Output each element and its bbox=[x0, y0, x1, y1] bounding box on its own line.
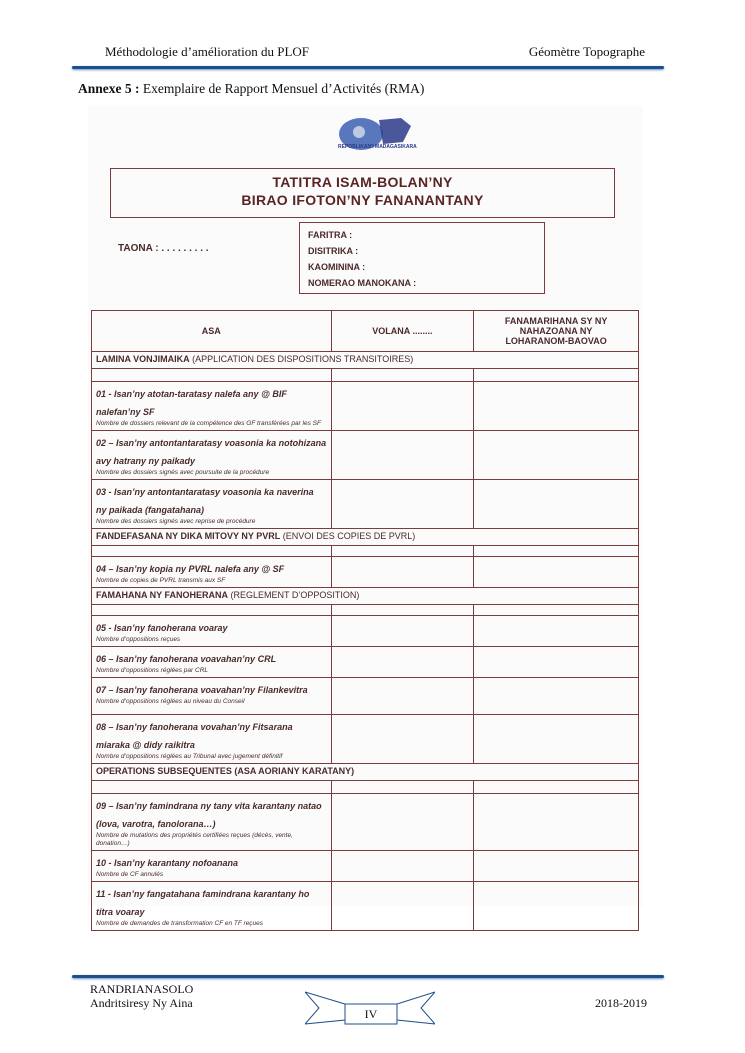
row-title: 09 – Isan’ny famindrana ny tany vita karantany natao (lova, varotra, fanolorana…) bbox=[96, 801, 322, 829]
row-note-cell bbox=[474, 851, 639, 882]
section-header bbox=[92, 588, 639, 605]
year-field: TAONA : . . . . . . . . . bbox=[118, 243, 209, 254]
header-role: Géomètre Topographe bbox=[528, 44, 645, 59]
row-title: 07 – Isan’ny fanoherana voavahan’ny Filankevitra bbox=[96, 685, 308, 695]
table-row bbox=[92, 678, 639, 715]
row-subtitle: Nombre des dossiers signés avec poursuite de la procédure bbox=[96, 469, 270, 476]
row-value-cell bbox=[331, 431, 474, 480]
section-header bbox=[92, 352, 639, 369]
row-note-cell bbox=[474, 794, 639, 851]
form-title-box bbox=[110, 168, 615, 218]
table-row bbox=[92, 431, 639, 480]
row-label bbox=[92, 382, 332, 431]
row-label bbox=[92, 647, 332, 678]
annex-text: Exemplaire de Rapport Mensuel d’Activités (RMA) bbox=[139, 81, 425, 96]
row-value-cell bbox=[331, 647, 474, 678]
row-title: 11 - Isan’ny fangatahana famindrana karantany ho titra voaray bbox=[96, 889, 310, 917]
row-note-cell bbox=[474, 431, 639, 480]
table-row bbox=[92, 851, 639, 882]
address-kaominina: KAOMININA : bbox=[308, 262, 366, 272]
table-row bbox=[92, 794, 639, 851]
column-fanamarihana bbox=[474, 311, 639, 352]
footer-author-line1: RANDRIANASOLO bbox=[90, 982, 194, 996]
spacer-row bbox=[92, 781, 639, 794]
column-volana: VOLANA ........ bbox=[331, 311, 474, 352]
section-row bbox=[92, 352, 639, 369]
row-label bbox=[92, 678, 332, 715]
row-label bbox=[92, 431, 332, 480]
row-note-cell bbox=[474, 678, 639, 715]
footer-rule bbox=[72, 975, 664, 978]
annex-caption bbox=[78, 81, 424, 97]
column-fanamarihana-line3: LOHARANOM-BAOVAO bbox=[505, 336, 607, 346]
table-row bbox=[92, 616, 639, 647]
row-title: 05 - Isan’ny fanoherana voaray bbox=[96, 623, 228, 633]
section-title-normal: (ENVOI DES COPIES DE PVRL) bbox=[280, 531, 416, 541]
row-subtitle: Nombre d’oppositions réglées au niveau du Conseil bbox=[96, 698, 245, 705]
address-box bbox=[299, 222, 545, 294]
row-label bbox=[92, 557, 332, 588]
row-subtitle: Nombre de copies de PVRL transmis aux SF bbox=[96, 577, 226, 584]
row-label bbox=[92, 616, 332, 647]
row-value-cell bbox=[331, 851, 474, 882]
header-document-title: Méthodologie d’amélioration du PLOF bbox=[105, 44, 310, 59]
section-title-normal: (REGLEMENT D’OPPOSITION) bbox=[228, 590, 360, 600]
row-title: 06 – Isan’ny fanoherana voavahan’ny CRL bbox=[96, 654, 277, 664]
table-row bbox=[92, 480, 639, 529]
row-title: 04 – Isan’ny kopia ny PVRL nalefa any @ SF bbox=[96, 564, 285, 574]
section-header bbox=[92, 764, 639, 781]
section-title-bold: LAMINA VONJIMAIKA bbox=[96, 354, 190, 364]
row-title: 08 – Isan’ny fanoherana vovahan’ny Fitsarana miaraka @ didy raikitra bbox=[96, 722, 293, 750]
section-title-bold: FAMAHANA NY FANOHERANA bbox=[96, 590, 229, 600]
row-note-cell bbox=[474, 480, 639, 529]
address-faritra: FARITRA : bbox=[308, 230, 353, 240]
column-fanamarihana-line1: FANAMARIHANA SY NY bbox=[504, 316, 608, 326]
table-row bbox=[92, 647, 639, 678]
column-fanamarihana-line2: NAHAZOANA NY bbox=[519, 326, 593, 336]
spacer-row bbox=[92, 605, 639, 616]
logo-caption: REPOBLIKAN'I MADAGASIKARA bbox=[338, 144, 417, 150]
row-title: 03 - Isan’ny antontantaratasy voasonia ka naverina ny paikada (fangatahana) bbox=[96, 487, 314, 515]
row-note-cell bbox=[474, 616, 639, 647]
row-subtitle: Nombre des dossiers signés avec reprise de procédure bbox=[96, 518, 256, 525]
row-value-cell bbox=[331, 616, 474, 647]
footer-author-line2: Andritsiresy Ny Aina bbox=[90, 996, 193, 1010]
section-row bbox=[92, 764, 639, 781]
spacer-row bbox=[92, 369, 639, 382]
row-note-cell bbox=[474, 715, 639, 764]
row-subtitle: Nombre de demandes de transformation CF en TF reçues bbox=[96, 920, 264, 927]
row-value-cell bbox=[331, 882, 474, 931]
row-subtitle: Nombre d’oppositions reçues bbox=[96, 636, 181, 643]
row-subtitle: Nombre d’oppositions réglées par CRL bbox=[96, 667, 209, 674]
row-title: 01 - Isan’ny atotan-taratasy nalefa any @ BIF nalefan’ny SF bbox=[96, 389, 287, 417]
form-title-line2: BIRAO IFOTON’NY FANANANTANY bbox=[241, 192, 484, 208]
row-subtitle: Nombre de dossiers relevant de la compétence des GF transférées par les SF bbox=[96, 420, 321, 427]
row-value-cell bbox=[331, 557, 474, 588]
row-value-cell bbox=[331, 794, 474, 851]
emblem-logo bbox=[331, 112, 421, 158]
spacer-row bbox=[92, 546, 639, 557]
table-row bbox=[92, 557, 639, 588]
page-number: IV bbox=[364, 1007, 378, 1021]
row-label bbox=[92, 851, 332, 882]
activity-table bbox=[91, 310, 639, 931]
address-nomerao: NOMERAO MANOKANA : bbox=[308, 278, 417, 288]
row-note-cell bbox=[474, 557, 639, 588]
annex-label: Annexe 5 : bbox=[78, 81, 140, 96]
form-title-line1: TATITRA ISAM-BOLAN’NY bbox=[272, 174, 453, 190]
header-rule bbox=[72, 66, 664, 69]
row-label bbox=[92, 480, 332, 529]
footer-year: 2018-2019 bbox=[595, 996, 647, 1010]
row-title: 02 – Isan’ny antontantaratasy voasonia ka notohizana avy hatrany ny paikady bbox=[96, 438, 327, 466]
section-title-bold: OPERATIONS SUBSEQUENTES (ASA AORIANY KARATANY) bbox=[96, 766, 355, 776]
section-header bbox=[92, 529, 639, 546]
row-value-cell bbox=[331, 715, 474, 764]
section-title-normal: (APPLICATION DES DISPOSITIONS TRANSITOIRES) bbox=[189, 354, 414, 364]
row-note-cell bbox=[474, 382, 639, 431]
row-value-cell bbox=[331, 480, 474, 529]
row-value-cell bbox=[331, 678, 474, 715]
row-subtitle: Nombre de CF annulés bbox=[96, 871, 164, 878]
row-title: 10 - Isan’ny karantany nofoanana bbox=[96, 858, 239, 868]
section-title-bold: FANDEFASANA NY DIKA MITOVY NY PVRL bbox=[96, 531, 281, 541]
table-header-row bbox=[92, 311, 639, 352]
row-label bbox=[92, 794, 332, 851]
row-note-cell bbox=[474, 882, 639, 931]
section-row bbox=[92, 529, 639, 546]
table-row bbox=[92, 715, 639, 764]
row-note-cell bbox=[474, 647, 639, 678]
scanned-form bbox=[88, 106, 643, 927]
table-row bbox=[92, 382, 639, 431]
table-row bbox=[92, 882, 639, 931]
address-disitrika: DISITRIKA : bbox=[308, 246, 359, 256]
row-subtitle: Nombre de mutations des propriétés certifiées reçues (décès, vente, donation…) bbox=[96, 832, 293, 847]
column-asa: ASA bbox=[92, 311, 332, 352]
row-value-cell bbox=[331, 382, 474, 431]
row-subtitle: Nombre d’oppositions réglées au Tribunal avec jugement définitif bbox=[96, 753, 283, 760]
section-row bbox=[92, 588, 639, 605]
row-label bbox=[92, 715, 332, 764]
row-label bbox=[92, 882, 332, 931]
